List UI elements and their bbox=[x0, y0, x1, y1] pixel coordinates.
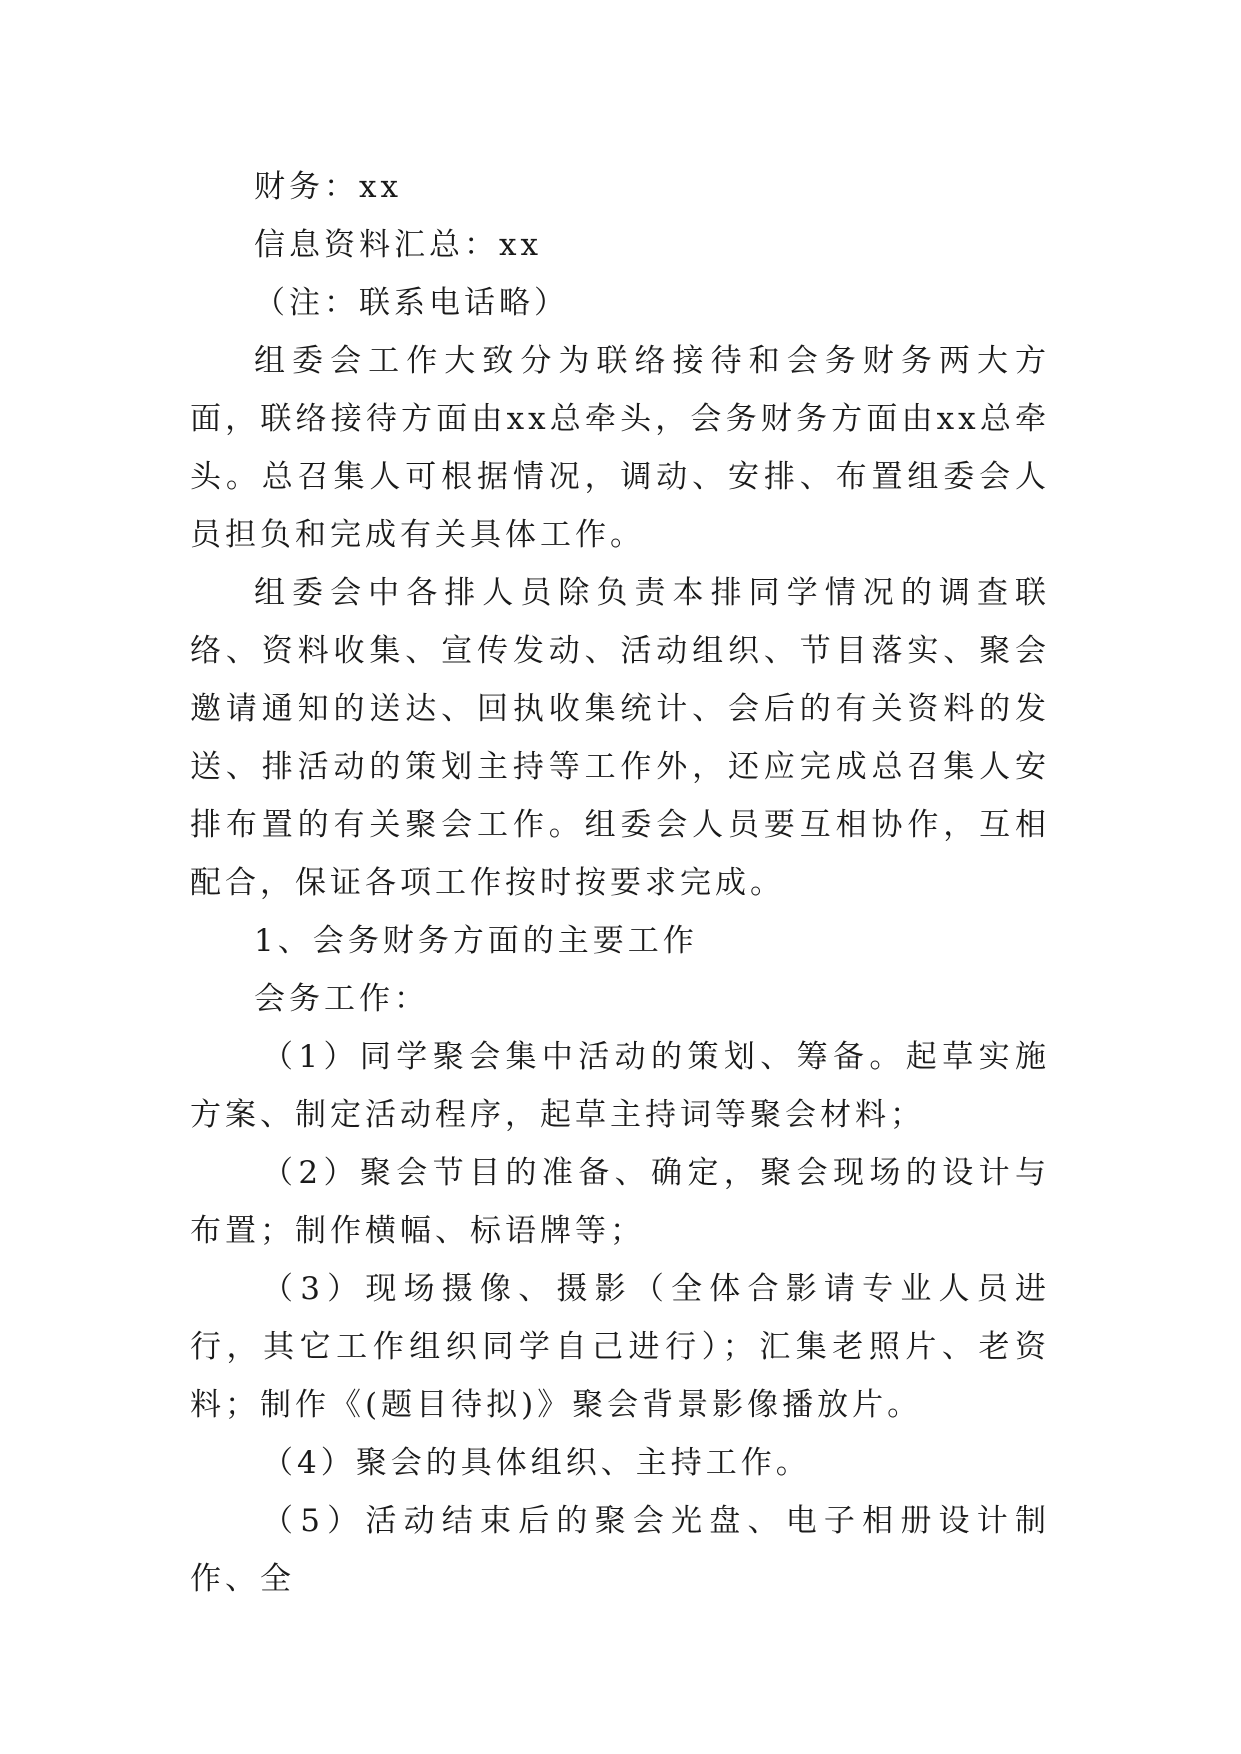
item-3: （3）现场摄像、摄影（全体合影请专业人员进行，其它工作组织同学自己进行）；汇集老照片、老资料；制作《(题目待拟)》聚会背景影像播放片。 bbox=[190, 1271, 1050, 1423]
committee-overview-paragraph: 组委会工作大致分为联络接待和会务财务两大方面，联络接待方面由xx总牵头，会务财务方面由xx总牵头。总召集人可根据情况，调动、安排、布置组委会人员担负和完成有关具体工作。 bbox=[190, 343, 1050, 553]
item-2: （2）聚会节目的准备、确定，聚会现场的设计与布置；制作横幅、标语牌等； bbox=[190, 1155, 1050, 1249]
item-5: （5）活动结束后的聚会光盘、电子相册设计制作、全 bbox=[190, 1503, 1050, 1597]
committee-duties-paragraph: 组委会中各排人员除负责本排同学情况的调查联络、资料收集、宣传发动、活动组织、节目落实、聚会邀请通知的送达、回执收集统计、会后的有关资料的发送、排活动的策划主持等工作外，还应完成总召集人安排布置的有关聚会工作。组委会人员要互相协作，互相配合，保证各项工作按时按要求完成。 bbox=[190, 575, 1050, 901]
item-1: （1）同学聚会集中活动的策划、筹备。起草实施方案、制定活动程序，起草主持词等聚会材料； bbox=[190, 1039, 1050, 1133]
document-body bbox=[190, 158, 1050, 1608]
section-heading-1: 1、会务财务方面的主要工作 bbox=[254, 923, 698, 959]
item-4: （4）聚会的具体组织、主持工作。 bbox=[262, 1445, 811, 1481]
info-summary-line: 信息资料汇总：xx bbox=[254, 227, 542, 263]
finance-line: 财务：xx bbox=[254, 169, 402, 205]
note-line: （注：联系电话略） bbox=[254, 285, 569, 321]
meeting-work-heading: 会务工作： bbox=[254, 981, 429, 1017]
